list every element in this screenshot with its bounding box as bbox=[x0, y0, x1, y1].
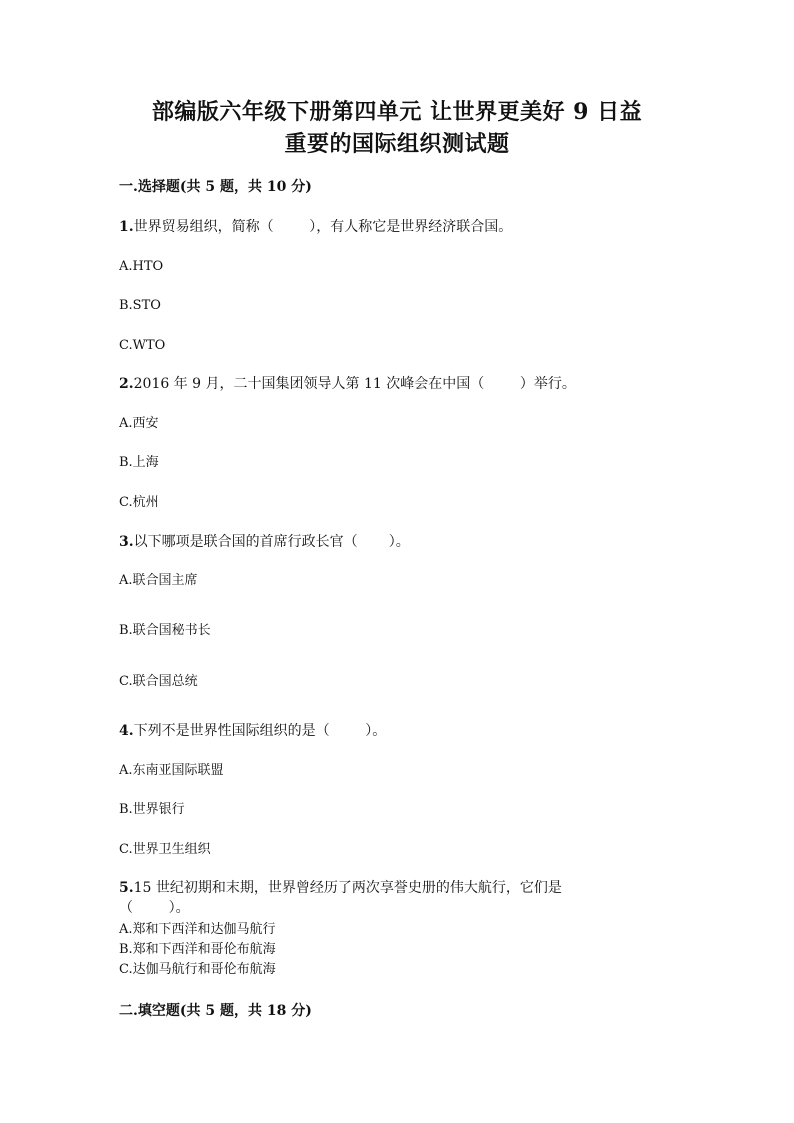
option-5b: B.郑和下西洋和哥伦布航海 bbox=[119, 942, 276, 957]
question-5 bbox=[119, 878, 562, 898]
option-2c: C.杭州 bbox=[119, 495, 159, 510]
title-line-2: 重要的国际组织测试题 bbox=[284, 131, 510, 157]
option-1a: A.HTO bbox=[119, 259, 164, 274]
option-3a: A.联合国主席 bbox=[119, 573, 198, 588]
option-4b: B.世界银行 bbox=[119, 802, 185, 817]
option-2b: B.上海 bbox=[119, 455, 159, 470]
question-number: 5. bbox=[119, 880, 134, 896]
question-5-continuation: （ ）。 bbox=[119, 900, 190, 916]
section-heading-fill-in: 二.填空题(共 5 题，共 18 分) bbox=[119, 1003, 312, 1019]
option-2a: A.西安 bbox=[119, 416, 159, 431]
option-3c: C.联合国总统 bbox=[119, 674, 198, 689]
question-number: 2. bbox=[119, 376, 134, 392]
section-heading-choice: 一.选择题(共 5 题，共 10 分) bbox=[119, 179, 312, 195]
option-1c: C.WTO bbox=[119, 338, 166, 353]
question-number: 3. bbox=[119, 534, 134, 550]
question-number: 1. bbox=[119, 219, 134, 235]
question-3 bbox=[119, 532, 410, 552]
title-line-1: 部编版六年级下册第四单元 让世界更美好 9 日益 bbox=[151, 99, 643, 125]
question-2 bbox=[119, 374, 576, 394]
option-5c: C.达伽马航行和哥伦布航海 bbox=[119, 962, 276, 977]
option-5a: A.郑和下西洋和达伽马航行 bbox=[119, 922, 276, 937]
option-4c: C.世界卫生组织 bbox=[119, 842, 211, 857]
question-text: 下列不是世界性国际组织的是（ ）。 bbox=[133, 723, 387, 739]
question-text: 15 世纪初期和末期，世界曾经历了两次享誉史册的伟大航行，它们是 bbox=[133, 880, 562, 896]
question-text: 世界贸易组织，简称（ ），有人称它是世界经济联合国。 bbox=[133, 219, 513, 235]
option-1b: B.STO bbox=[119, 298, 161, 313]
question-text: 2016 年 9 月，二十国集团领导人第 11 次峰会在中国（ ）举行。 bbox=[133, 376, 576, 392]
question-text: 以下哪项是联合国的首席行政长官（ ）。 bbox=[133, 534, 410, 550]
question-number: 4. bbox=[119, 723, 134, 739]
option-3b: B.联合国秘书长 bbox=[119, 623, 211, 638]
question-4 bbox=[119, 721, 386, 741]
question-1 bbox=[119, 217, 512, 237]
option-4a: A.东南亚国际联盟 bbox=[119, 763, 224, 778]
